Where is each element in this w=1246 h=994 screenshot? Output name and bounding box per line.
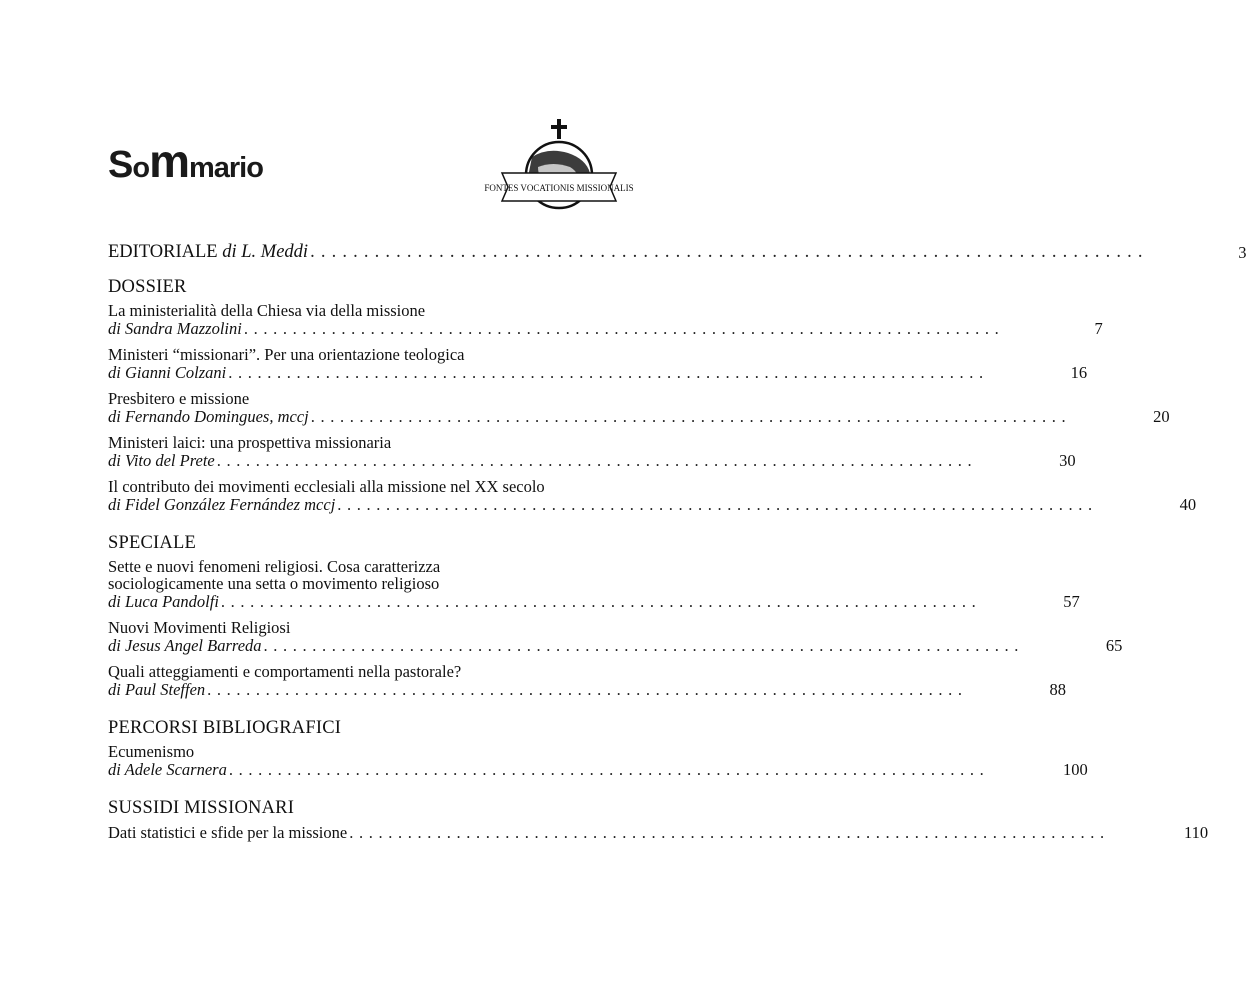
editoriale-author: di L. Meddi [222, 242, 309, 262]
dot-leader [228, 363, 983, 382]
page-number: 16 [1070, 363, 1088, 382]
page-number: 100 [1062, 760, 1088, 779]
toc-entry-author: di Fidel González Fernández mccj [108, 495, 336, 514]
page-number: 20 [1153, 407, 1170, 426]
toc-entry-author: di Fernando Domingues, mccj [108, 407, 309, 426]
toc-entry-author: di Luca Pandolfi [108, 592, 219, 611]
title-letter-o: o [132, 152, 150, 184]
page-number: 3 [1238, 243, 1246, 262]
logo-ribbon-text: FONTES VOCATIONIS MISSIONALIS [484, 183, 634, 193]
section-title: SUSSIDI MISSIONARI [108, 798, 295, 818]
dot-leader [207, 680, 962, 699]
editoriale-label: EDITORIALE [108, 242, 223, 262]
page-number: 40 [1179, 495, 1197, 514]
toc-entry [108, 345, 1088, 382]
page-title [108, 135, 263, 187]
toc-entry-title: Ministeri “missionari”. Per una orientazione teologica [108, 345, 465, 364]
dot-leader [229, 760, 984, 779]
toc-entry-author: di Adele Scarnera [108, 760, 227, 779]
title-letter-s: S [108, 144, 133, 186]
toc-entry-title: Il contributo dei movimenti ecclesiali alla missione nel XX secolo [108, 477, 545, 496]
dot-leader [244, 319, 999, 338]
toc-entry-title: Quali atteggiamenti e comportamenti nella pastorale? [108, 662, 462, 681]
toc-entry-title: Ecumenismo [108, 742, 195, 761]
table-of-contents [108, 242, 1246, 853]
dot-leader [264, 636, 1019, 655]
toc-entry-title: Ministeri laici: una prospettiva missionaria [108, 433, 392, 452]
toc-entry [108, 557, 1080, 611]
toc-entry [108, 823, 1209, 842]
dot-leader [221, 592, 976, 611]
toc-entry [108, 389, 1170, 426]
toc-entry-title: Dati statistici e sfide per la missione [108, 823, 348, 842]
section-title: SPECIALE [108, 533, 196, 553]
toc-entry [108, 477, 1197, 514]
toc-entry [108, 662, 1067, 699]
toc-entry-author: di Jesus Angel Barreda [108, 636, 262, 655]
dot-leader [337, 495, 1092, 514]
toc-entry-author [108, 243, 308, 262]
title-rest: mario [188, 152, 263, 184]
page-number: 57 [1063, 592, 1080, 611]
section-title: PERCORSI BIBLIOGRAFICI [108, 718, 342, 738]
toc-section-sussidi-missionari [108, 797, 1209, 842]
toc-entry-author: di Paul Steffen [108, 680, 206, 699]
dot-leader [217, 451, 972, 470]
page-number: 65 [1105, 636, 1123, 655]
page-number: 7 [1094, 319, 1103, 338]
toc-entry-author: di Vito del Prete [108, 451, 215, 470]
toc-section-dossier [108, 276, 1197, 514]
section-title: DOSSIER [108, 277, 187, 297]
page-number: 110 [1183, 823, 1209, 842]
dot-leader [311, 407, 1066, 426]
toc-editoriale [108, 242, 1246, 262]
toc-entry-title: Nuovi Movimenti Religiosi [108, 618, 291, 637]
toc-entry [108, 301, 1103, 338]
toc-entry [108, 433, 1076, 470]
toc-entry [108, 742, 1088, 779]
page-number: 30 [1059, 451, 1076, 470]
toc-entry-line [108, 242, 1246, 262]
toc-section-speciale [108, 532, 1123, 699]
page-number: 88 [1049, 680, 1067, 699]
toc-section-percorsi-bibliografici [108, 717, 1088, 779]
toc-entry-title: Presbitero e missione [108, 389, 250, 408]
dot-leader [349, 823, 1104, 842]
toc-entry-title: La ministerialità della Chiesa via della missione [108, 301, 426, 320]
dot-leader [310, 243, 1142, 262]
toc-entry-author: di Gianni Colzani [108, 363, 227, 382]
globe-cross-logo [484, 117, 634, 213]
title-letter-m: m [149, 135, 189, 187]
toc-entry-title: Sette e nuovi fenomeni religiosi. Cosa caratterizza sociologicamente una setta o movimento religioso [108, 557, 441, 593]
toc-entry [108, 618, 1123, 655]
toc-entry-author: di Sandra Mazzolini [108, 319, 242, 338]
